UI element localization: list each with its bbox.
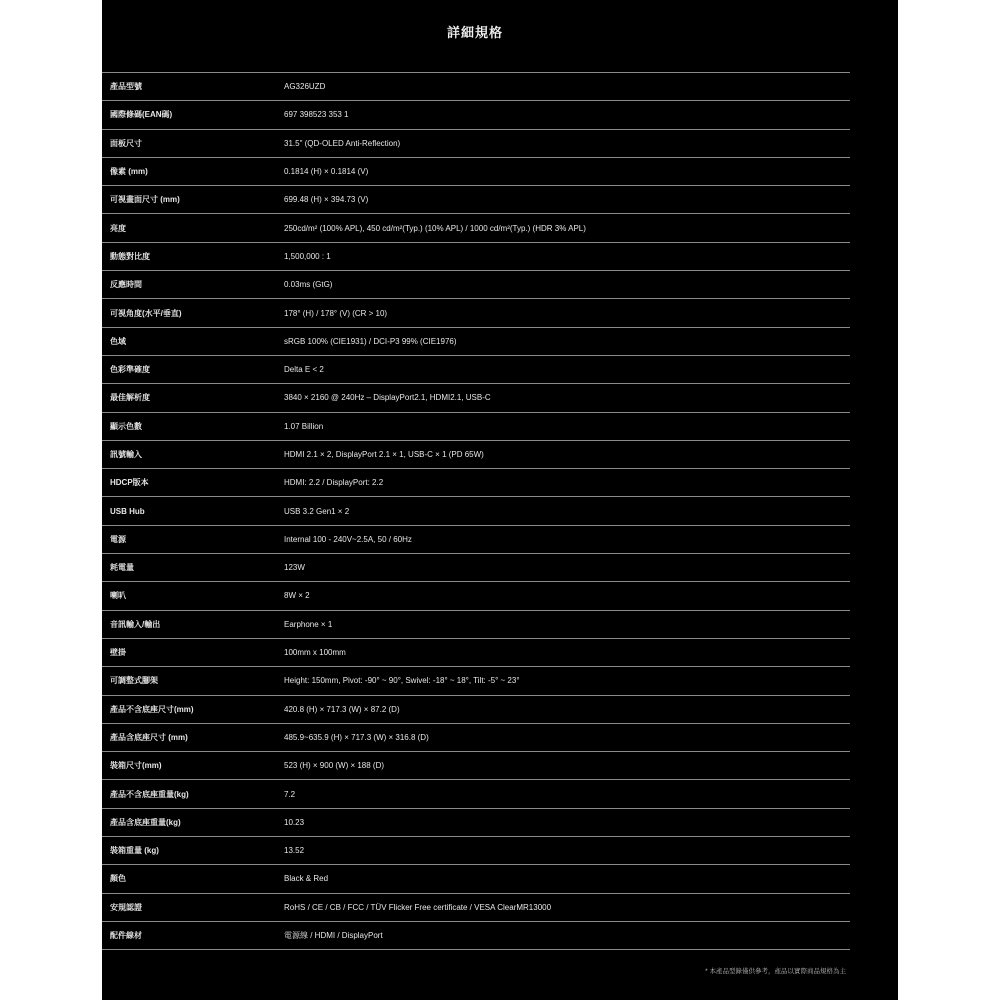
- spec-value: 523 (H) × 900 (W) × 188 (D): [284, 761, 385, 771]
- spec-value: 7.2: [284, 789, 296, 799]
- spec-label: 亮度: [110, 223, 126, 233]
- spec-row-model: [102, 73, 850, 101]
- spec-label: 產品含底座重量(kg): [110, 817, 181, 827]
- spec-row-dim-without-stand: [102, 696, 850, 724]
- spec-label: 國際條碼(EAN碼): [110, 110, 173, 120]
- spec-label: 可視畫面尺寸 (mm): [110, 195, 180, 205]
- spec-row-signal-input: [102, 441, 850, 469]
- spec-row-wall-mount: [102, 639, 850, 667]
- spec-row-color-accuracy: [102, 356, 850, 384]
- spec-row-ean: [102, 101, 850, 129]
- spec-label: 耗電量: [110, 563, 134, 573]
- spec-label: 產品型號: [110, 82, 142, 92]
- spec-row-color: [102, 865, 850, 893]
- spec-label: 產品不含底座尺寸(mm): [110, 704, 194, 714]
- spec-value: 699.48 (H) × 394.73 (V): [284, 195, 369, 205]
- spec-label: 可視角度(水平/垂直): [110, 308, 182, 318]
- spec-row-weight-with-stand: [102, 809, 850, 837]
- spec-row-viewable-size: [102, 186, 850, 214]
- spec-label: 配件線材: [110, 931, 142, 941]
- spec-value: HDMI: 2.2 / DisplayPort: 2.2: [284, 478, 384, 488]
- spec-label: 喇叭: [110, 591, 126, 601]
- spec-label: 面板尺寸: [110, 138, 142, 148]
- spec-row-power-consumption: [102, 554, 850, 582]
- spec-row-brightness: [102, 214, 850, 242]
- spec-value: 100mm x 100mm: [284, 648, 346, 658]
- spec-panel: [102, 0, 898, 1000]
- spec-label: 裝箱重量 (kg): [110, 846, 159, 856]
- page-title: 詳細規格: [446, 25, 503, 40]
- spec-value: HDMI 2.1 × 2, DisplayPort 2.1 × 1, USB-C × 1 (PD 65W): [284, 450, 484, 459]
- spec-value: Delta E < 2: [284, 365, 324, 375]
- spec-row-pixel-pitch: [102, 158, 850, 186]
- spec-value: 8W × 2: [284, 591, 310, 601]
- spec-label: 最佳解析度: [110, 393, 150, 403]
- spec-value: Internal 100 - 240V~2.5A, 50 / 60Hz: [284, 534, 412, 544]
- spec-label: 顏色: [110, 874, 126, 884]
- spec-label: 顯示色數: [110, 421, 142, 431]
- spec-value: 123W: [284, 563, 305, 573]
- spec-value: 697 398523 353 1: [284, 110, 349, 120]
- spec-value: 10.23: [284, 817, 305, 827]
- spec-value: 178° (H) / 178° (V) (CR > 10): [284, 308, 388, 318]
- spec-row-certification: [102, 894, 850, 922]
- spec-row-resolution: [102, 384, 850, 412]
- spec-label: 像素 (mm): [110, 167, 148, 177]
- spec-row-stand: [102, 667, 850, 695]
- spec-value: Earphone × 1: [284, 619, 333, 629]
- spec-label: 電源: [110, 534, 126, 544]
- spec-label: 可調整式腳架: [110, 676, 158, 686]
- spec-value: sRGB 100% (CIE1931) / DCI-P3 99% (CIE1976): [284, 336, 457, 346]
- spec-value: 1,500,000 : 1: [284, 251, 331, 261]
- spec-row-color-gamut: [102, 328, 850, 356]
- spec-value: 13.52: [284, 846, 305, 856]
- spec-label: 產品不含底座重量(kg): [110, 789, 189, 799]
- spec-value: 485.9~635.9 (H) × 717.3 (W) × 316.8 (D): [284, 732, 429, 742]
- spec-value: 420.8 (H) × 717.3 (W) × 87.2 (D): [284, 704, 400, 714]
- spec-row-contrast: [102, 243, 850, 271]
- spec-value: 0.03ms (GtG): [284, 280, 333, 290]
- spec-value: Height: 150mm, Pivot: -90° ~ 90°, Swivel: -18° ~ 18°, Tilt: -5° ~ 23°: [284, 676, 520, 686]
- spec-label: 裝箱尺寸(mm): [110, 761, 162, 771]
- spec-row-dim-with-stand: [102, 724, 850, 752]
- spec-row-hdcp: [102, 469, 850, 497]
- spec-row-audio-io: [102, 611, 850, 639]
- spec-label: 反應時間: [110, 280, 142, 290]
- spec-label: 安規認證: [110, 902, 142, 912]
- spec-label: 壁掛: [110, 648, 126, 658]
- spec-row-accessories: [102, 922, 850, 950]
- spec-row-viewing-angle: [102, 299, 850, 327]
- spec-value: 1.07 Billion: [284, 421, 324, 431]
- spec-value: 3840 × 2160 @ 240Hz – DisplayPort2.1, HDMI2.1, USB-C: [284, 393, 491, 403]
- spec-table: [102, 72, 850, 950]
- spec-row-response-time: [102, 271, 850, 299]
- spec-row-box-dim: [102, 752, 850, 780]
- spec-value: Black & Red: [284, 874, 329, 884]
- spec-value: AG326UZD: [284, 82, 326, 92]
- spec-value: 0.1814 (H) × 0.1814 (V): [284, 167, 369, 177]
- spec-value: 250cd/m² (100% APL), 450 cd/m²(Typ.) (10% APL) / 1000 cd/m²(Typ.) (HDR 3% APL): [284, 223, 586, 233]
- spec-label: 動態對比度: [110, 251, 150, 261]
- spec-value: USB 3.2 Gen1 × 2: [284, 506, 350, 516]
- spec-label: USB Hub: [110, 506, 145, 516]
- disclaimer-note: * 本產品型錄僅供參考，產品以實際商品規格為主: [705, 968, 846, 975]
- spec-value: 31.5" (QD-OLED Anti-Reflection): [284, 138, 401, 148]
- spec-row-speakers: [102, 582, 850, 610]
- spec-label: 音訊輸入/輸出: [110, 619, 161, 629]
- spec-label: 訊號輸入: [110, 450, 142, 459]
- spec-row-panel-size: [102, 130, 850, 158]
- spec-row-usb-hub: [102, 497, 850, 525]
- spec-row-power-supply: [102, 526, 850, 554]
- spec-row-box-weight: [102, 837, 850, 865]
- spec-label: HDCP版本: [110, 478, 149, 488]
- spec-value: RoHS / CE / CB / FCC / TÜV Flicker Free certificate / VESA ClearMR13000: [284, 902, 552, 912]
- spec-label: 色彩準確度: [110, 365, 150, 375]
- spec-label: 產品含底座尺寸 (mm): [110, 732, 188, 742]
- spec-value: 電源線 / HDMI / DisplayPort: [284, 931, 383, 941]
- spec-row-display-colors: [102, 413, 850, 441]
- spec-row-weight-without-stand: [102, 780, 850, 808]
- spec-label: 色域: [110, 336, 126, 346]
